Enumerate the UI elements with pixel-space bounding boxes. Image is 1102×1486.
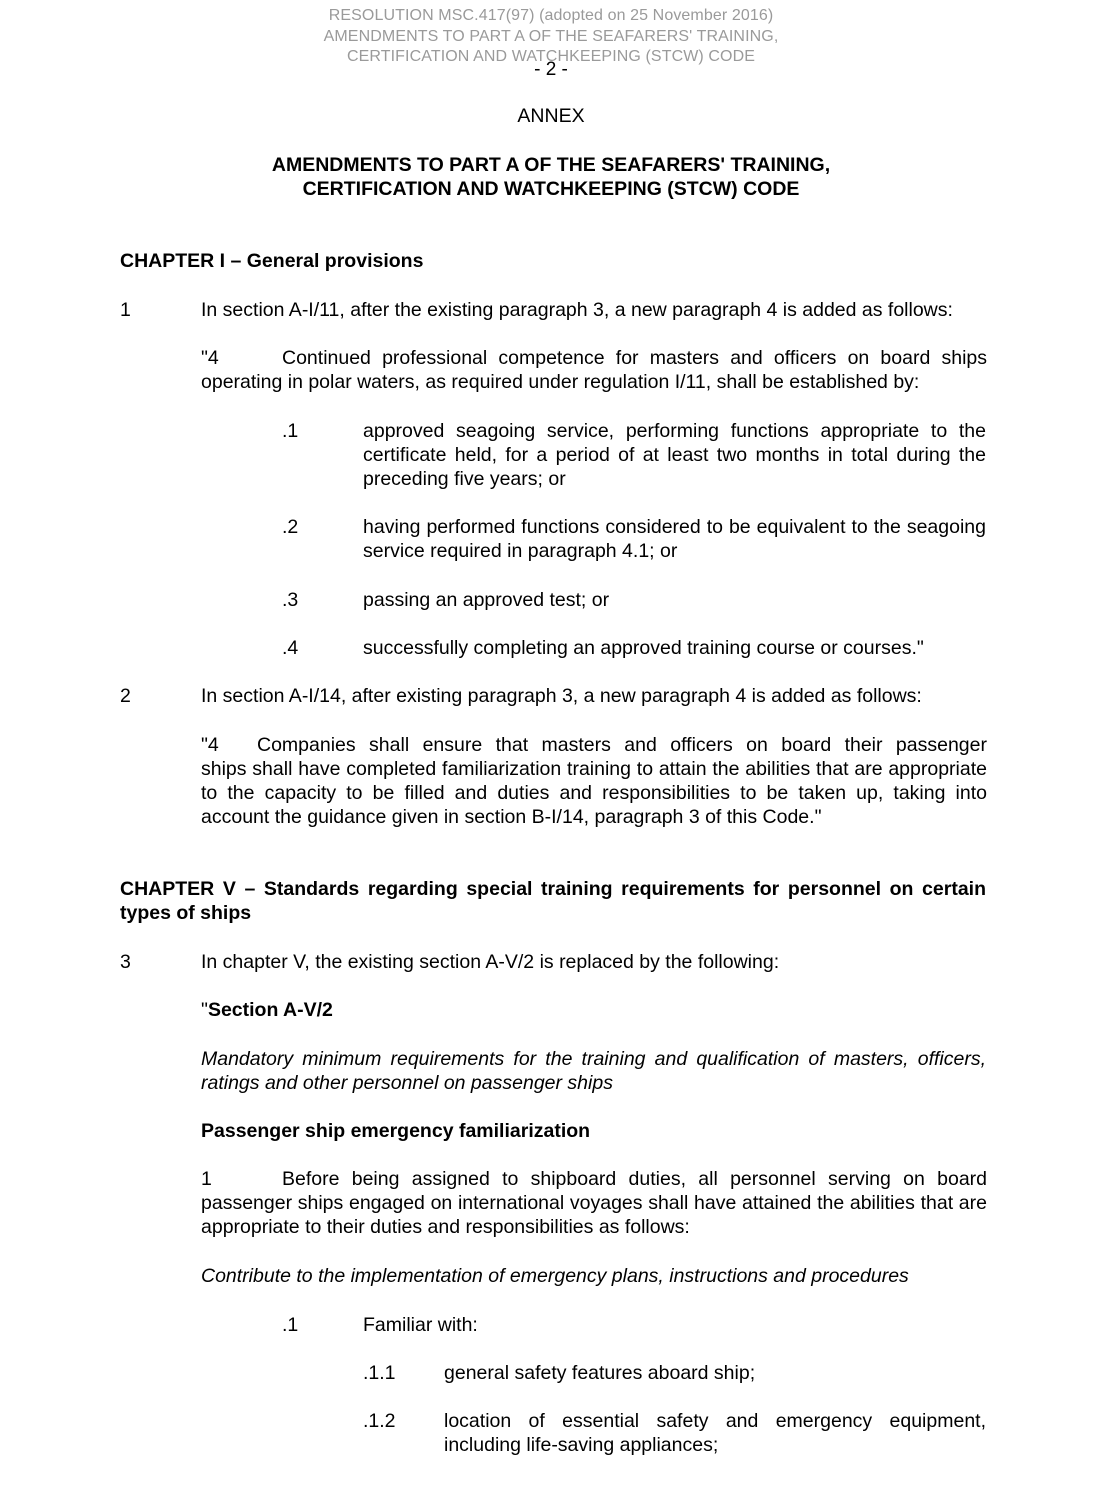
item-2-number: 2 <box>120 685 131 707</box>
item-2-quote-rest: ships shall have completed familiarization training to attain the abilities that are appropriate to the capacity to be filled and duties and responsibilities to be taken up, taking into account the guidance given in section B-I/14, paragraph 3 of this Code." <box>201 758 987 828</box>
subsubitem-number: .1.1 <box>363 1362 396 1384</box>
section-title-quote: " <box>201 999 208 1021</box>
item-2-quote-number: "4 <box>201 734 219 756</box>
subitem-number: .1 <box>282 420 299 442</box>
header-title-line-1: AMENDMENTS TO PART A OF THE SEAFARERS' TRAINING, <box>323 28 779 45</box>
item-3-text: In chapter V, the existing section A-V/2 is replaced by the following: <box>201 951 780 973</box>
competence-italic-heading: Contribute to the implementation of emergency plans, instructions and procedures <box>201 1265 909 1287</box>
subitem-text: Familiar with: <box>363 1314 478 1336</box>
header-title-line-2: CERTIFICATION AND WATCHKEEPING (STCW) CODE <box>346 48 756 65</box>
subsubitem-number: .1.2 <box>363 1410 396 1432</box>
item-2-quoted-paragraph <box>201 733 987 829</box>
section-subtitle: Mandatory minimum requirements for the training and qualification of masters, officers, ratings and other personnel on passenger ships <box>201 1048 986 1094</box>
section-subheading: Passenger ship emergency familiarization <box>201 1120 591 1142</box>
page-number: - 2 - <box>534 59 568 80</box>
section-paragraph-1 <box>201 1167 987 1239</box>
header-resolution-line: RESOLUTION MSC.417(97) (adopted on 25 November 2016) <box>328 7 774 24</box>
document-title <box>0 153 1102 201</box>
item-1-quote-number: "4 <box>201 347 219 369</box>
item-1-number: 1 <box>120 299 131 321</box>
subitem-text: approved seagoing service, performing functions appropriate to the certificate held, for a period of at least two months in total during the preceding five years; or <box>363 420 986 490</box>
section-paragraph-first-line: Before being assigned to shipboard duties, all personnel serving on board <box>282 1168 987 1190</box>
item-1-text: In section A-I/11, after the existing paragraph 3, a new paragraph 4 is added as follows: <box>201 299 953 321</box>
section-paragraph-number: 1 <box>201 1168 212 1190</box>
subitem-text: passing an approved test; or <box>363 589 610 611</box>
subitem-number: .2 <box>282 516 299 538</box>
item-1-quoted-paragraph <box>201 346 987 394</box>
item-3-number: 3 <box>120 951 131 973</box>
section-title-text: Section A-V/2 <box>207 999 333 1021</box>
section-title <box>201 998 987 1022</box>
subitem-number: .3 <box>282 589 299 611</box>
subitem-text: successfully completing an approved training course or courses." <box>363 637 924 659</box>
subsubitem-text: location of essential safety and emergency equipment, including life-saving appliances; <box>444 1410 986 1456</box>
annex-label: ANNEX <box>517 105 585 127</box>
subitem-number: .4 <box>282 637 299 659</box>
item-1-quote-first-line: Continued professional competence for masters and officers on board ships <box>282 347 987 369</box>
item-2-text: In section A-I/14, after existing paragraph 3, a new paragraph 4 is added as follows: <box>201 685 922 707</box>
subitem-text: having performed functions considered to be equivalent to the seagoing service required in paragraph 4.1; or <box>363 516 986 562</box>
subitem-number: .1 <box>282 1314 299 1336</box>
item-2-quote-first-line: Companies shall ensure that masters and officers on board their passenger <box>257 734 987 756</box>
document-title-line-2: CERTIFICATION AND WATCHKEEPING (STCW) CODE <box>302 178 800 200</box>
subsubitem-text: general safety features aboard ship; <box>444 1362 756 1384</box>
document-title-line-1: AMENDMENTS TO PART A OF THE SEAFARERS' TRAINING, <box>271 154 831 176</box>
item-1-quote-rest: operating in polar waters, as required under regulation I/11, shall be established by: <box>201 371 920 393</box>
chapter-1-heading: CHAPTER I – General provisions <box>120 250 424 272</box>
chapter-5-heading: CHAPTER V – Standards regarding special training requirements for personnel on certain types of ships <box>120 878 986 924</box>
section-paragraph-rest: passenger ships engaged on international voyages shall have attained the abilities that are appropriate to their duties and responsibilities as follows: <box>201 1192 987 1238</box>
